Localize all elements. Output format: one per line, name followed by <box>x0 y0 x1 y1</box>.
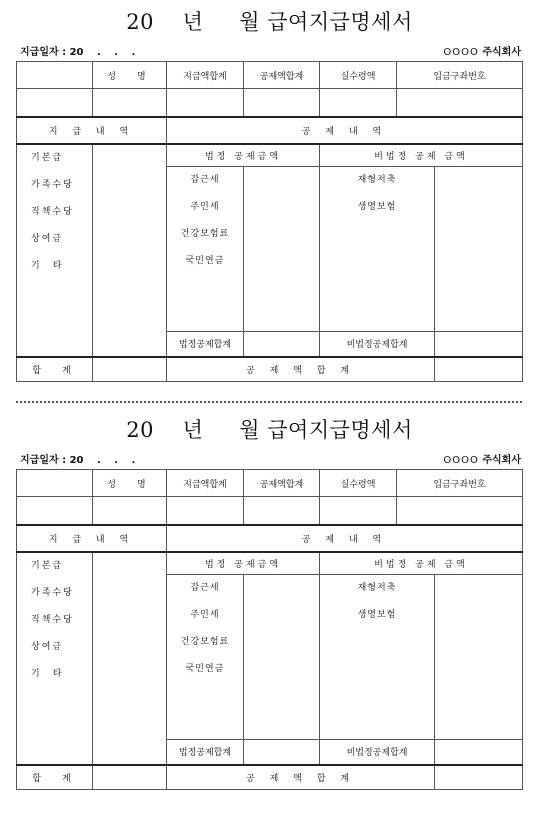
non-statutory-subtotal-label: 비법정공제합계 <box>320 332 435 357</box>
detail-head-row <box>17 144 523 167</box>
payment-items-list <box>17 144 93 357</box>
section-row <box>17 117 523 144</box>
non-statutory-amounts[interactable] <box>435 167 523 332</box>
account-no-value[interactable] <box>397 89 523 117</box>
total-pay-value[interactable] <box>167 89 244 117</box>
payment-item: 기본급 <box>31 560 64 571</box>
non-statutory-subtotal-value[interactable] <box>435 332 523 357</box>
non-statutory-items-list <box>320 167 435 332</box>
payment-item: 직책수당 <box>31 614 74 625</box>
non-statutory-item: 재형저축 <box>357 175 397 185</box>
statutory-items-list <box>167 575 244 740</box>
document-title: 20 년 월 급여지급명세서 <box>126 10 413 34</box>
name-header: 성 명 <box>93 62 167 89</box>
value-row <box>17 89 523 117</box>
payment-item: 기 타 <box>31 260 64 271</box>
payment-item: 기 타 <box>31 668 64 679</box>
total-row <box>17 357 523 382</box>
statutory-subtotal-value[interactable] <box>244 740 320 765</box>
company-name <box>443 451 521 466</box>
payment-amounts[interactable] <box>93 552 167 765</box>
net-pay-header: 실수령액 <box>320 62 397 89</box>
statutory-item: 주민세 <box>190 610 220 620</box>
value-row <box>17 497 523 525</box>
deduction-details-header: 공 제 내 역 <box>167 525 523 552</box>
blank-value-cell <box>17 497 93 525</box>
payment-amounts[interactable] <box>93 144 167 357</box>
company-name <box>443 43 521 58</box>
deduction-details-header: 공 제 내 역 <box>167 117 523 144</box>
blank-cell <box>17 470 93 497</box>
name-value[interactable] <box>93 497 167 525</box>
pay-slip-table <box>16 469 523 790</box>
statutory-amounts[interactable] <box>244 167 320 332</box>
name-value[interactable] <box>93 89 167 117</box>
non-statutory-subtotal-value[interactable] <box>435 740 523 765</box>
non-statutory-item: 재형저축 <box>357 583 397 593</box>
company-label: 주식회사 <box>482 47 521 58</box>
blank-value-cell <box>17 89 93 117</box>
payment-total-label: 합 계 <box>17 357 93 382</box>
total-deduction-header: 공제액합계 <box>244 62 320 89</box>
section-row <box>17 525 523 552</box>
statutory-header: 법정 공제금액 <box>167 144 320 167</box>
statutory-items-list <box>167 167 244 332</box>
blank-cell <box>17 62 93 89</box>
total-deduction-header: 공제액합계 <box>244 470 320 497</box>
account-no-value[interactable] <box>397 497 523 525</box>
payment-item: 상여금 <box>31 233 64 244</box>
statutory-item: 건강보험료 <box>180 637 230 647</box>
payment-item: 가족수당 <box>31 179 74 190</box>
non-statutory-item: 생명보험 <box>357 202 397 212</box>
header-row <box>17 62 523 89</box>
payment-details-header: 지 급 내 역 <box>17 117 167 144</box>
pay-slip-top <box>0 0 539 405</box>
net-pay-value[interactable] <box>320 497 397 525</box>
statutory-header: 법정 공제금액 <box>167 552 320 575</box>
deduction-total-value[interactable] <box>435 357 523 382</box>
non-statutory-amounts[interactable] <box>435 575 523 740</box>
total-deduction-value[interactable] <box>244 497 320 525</box>
statutory-item: 갑근세 <box>190 583 220 593</box>
pay-slip-bottom <box>0 408 539 813</box>
cut-line <box>16 401 522 403</box>
detail-head-row <box>17 552 523 575</box>
payment-details-header: 지 급 내 역 <box>17 525 167 552</box>
payment-items-list <box>17 552 93 765</box>
company-mark: OOOO <box>443 455 479 466</box>
deduction-total-label: 공 제 액 합 계 <box>167 765 435 790</box>
non-statutory-header: 비법정 공제 금액 <box>320 144 523 167</box>
net-pay-value[interactable] <box>320 89 397 117</box>
statutory-item: 갑근세 <box>190 175 220 185</box>
payment-total-value[interactable] <box>93 765 167 790</box>
pay-date-label: 지급일자 : 20 . . . <box>20 47 136 58</box>
statutory-subtotal-label: 법정공제합계 <box>167 740 244 765</box>
non-statutory-items-list <box>320 575 435 740</box>
non-statutory-header: 비법정 공제 금액 <box>320 552 523 575</box>
payment-total-value[interactable] <box>93 357 167 382</box>
company-mark: OOOO <box>443 47 479 58</box>
total-deduction-value[interactable] <box>244 89 320 117</box>
pay-date-label: 지급일자 : 20 . . . <box>20 455 136 466</box>
account-no-header: 입금구좌번호 <box>397 470 523 497</box>
company-label: 주식회사 <box>482 455 521 466</box>
payment-item: 기본급 <box>31 152 64 163</box>
statutory-item: 주민세 <box>190 202 220 212</box>
total-pay-header: 지급액합계 <box>167 62 244 89</box>
payment-item: 직책수당 <box>31 206 74 217</box>
total-row <box>17 765 523 790</box>
pay-slip-table <box>16 61 523 382</box>
deduction-total-label: 공 제 액 합 계 <box>167 357 435 382</box>
payment-item: 가족수당 <box>31 587 74 598</box>
document-title: 20 년 월 급여지급명세서 <box>126 418 413 442</box>
payment-item: 상여금 <box>31 641 64 652</box>
statutory-subtotal-value[interactable] <box>244 332 320 357</box>
statutory-amounts[interactable] <box>244 575 320 740</box>
statutory-subtotal-label: 법정공제합계 <box>167 332 244 357</box>
non-statutory-item: 생명보험 <box>357 610 397 620</box>
non-statutory-subtotal-label: 비법정공제합계 <box>320 740 435 765</box>
statutory-item: 국민연금 <box>185 664 225 674</box>
payment-total-label: 합 계 <box>17 765 93 790</box>
account-no-header: 입금구좌번호 <box>397 62 523 89</box>
deduction-total-value[interactable] <box>435 765 523 790</box>
total-pay-value[interactable] <box>167 497 244 525</box>
name-header: 성 명 <box>93 470 167 497</box>
net-pay-header: 실수령액 <box>320 470 397 497</box>
total-pay-header: 지급액합계 <box>167 470 244 497</box>
statutory-item: 국민연금 <box>185 256 225 266</box>
header-row <box>17 470 523 497</box>
statutory-item: 건강보험료 <box>180 229 230 239</box>
